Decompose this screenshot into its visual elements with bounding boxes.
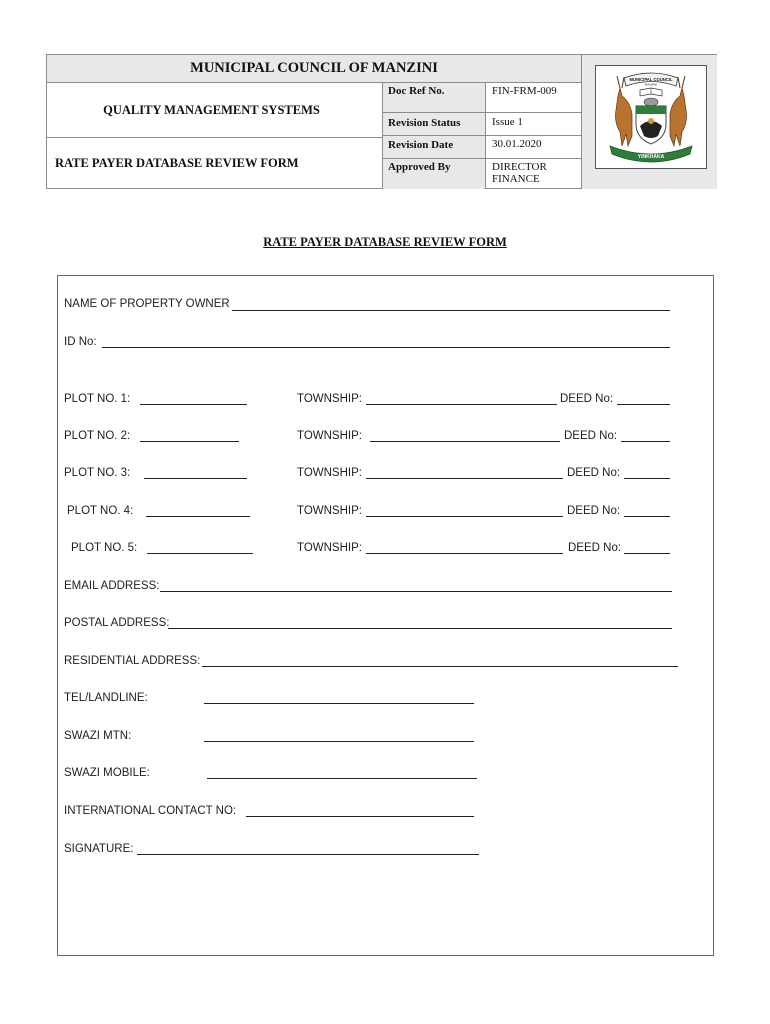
deed-2-label: DEED No: (564, 430, 618, 442)
mtn-field[interactable] (204, 741, 474, 742)
landline-field[interactable] (204, 703, 474, 704)
header-form-name: RATE PAYER DATABASE REVIEW FORM (47, 138, 383, 189)
id-number-field[interactable] (102, 347, 670, 348)
deed-4-label: DEED No: (567, 505, 621, 517)
plot-4-label: PLOT NO. 4: (67, 505, 134, 517)
township-1-field[interactable] (366, 404, 557, 405)
deed-1-field[interactable] (617, 404, 670, 405)
signature-field[interactable] (137, 854, 479, 855)
plot-1-field[interactable] (140, 404, 247, 405)
township-4-field[interactable] (366, 516, 563, 517)
deed-3-field[interactable] (624, 478, 670, 479)
revision-date-value: 30.01.2020 (486, 136, 582, 159)
township-2-label: TOWNSHIP: (297, 430, 362, 442)
plot-2-field[interactable] (140, 441, 239, 442)
township-4-label: TOWNSHIP: (297, 505, 362, 517)
revision-status-value: Issue 1 (486, 113, 582, 136)
deed-3-label: DEED No: (567, 467, 621, 479)
residential-address-label: RESIDENTIAL ADDRESS: (64, 655, 201, 667)
township-3-field[interactable] (366, 478, 563, 479)
property-owner-label: NAME OF PROPERTY OWNER (64, 298, 230, 310)
township-1-label: TOWNSHIP: (297, 393, 362, 405)
postal-address-field[interactable] (168, 628, 672, 629)
svg-text:YINKHAKA: YINKHAKA (637, 154, 665, 160)
deed-1-label: DEED No: (560, 393, 614, 405)
deed-4-field[interactable] (624, 516, 670, 517)
plot-4-field[interactable] (146, 516, 250, 517)
deed-5-label: DEED No: (568, 542, 622, 554)
svg-text:MANZINI: MANZINI (644, 82, 658, 87)
mtn-label: SWAZI MTN: (64, 730, 132, 742)
email-field[interactable] (160, 591, 672, 592)
plot-3-field[interactable] (144, 478, 247, 479)
council-title: MUNICIPAL COUNCIL OF MANZINI (47, 55, 582, 83)
township-5-field[interactable] (366, 553, 563, 554)
logo-frame (595, 65, 707, 169)
doc-ref-label: Doc Ref No. (383, 83, 486, 113)
form-title: RATE PAYER DATABASE REVIEW FORM (263, 235, 507, 249)
approved-by-value: DIRECTOR FINANCE (486, 159, 582, 189)
mobile-field[interactable] (207, 778, 477, 779)
plot-5-field[interactable] (147, 553, 253, 554)
system-name: QUALITY MANAGEMENT SYSTEMS (47, 83, 383, 138)
signature-label: SIGNATURE: (64, 843, 134, 855)
doc-ref-value: FIN-FRM-009 (486, 83, 582, 113)
deed-5-field[interactable] (624, 553, 670, 554)
plot-3-label: PLOT NO. 3: (64, 467, 131, 479)
township-5-label: TOWNSHIP: (297, 542, 362, 554)
residential-address-field[interactable] (202, 666, 678, 667)
svg-text:MUNICIPAL COUNCIL: MUNICIPAL COUNCIL (629, 77, 673, 82)
plot-1-label: PLOT NO. 1: (64, 393, 131, 405)
email-label: EMAIL ADDRESS: (64, 580, 160, 592)
township-3-label: TOWNSHIP: (297, 467, 362, 479)
logo-cell (582, 55, 717, 189)
revision-date-label: Revision Date (383, 136, 486, 159)
deed-2-field[interactable] (621, 441, 670, 442)
plot-2-label: PLOT NO. 2: (64, 430, 131, 442)
id-number-label: ID No: (64, 336, 97, 348)
postal-address-label: POSTAL ADDRESS: (64, 617, 170, 629)
approved-by-label: Approved By (383, 159, 486, 189)
mobile-label: SWAZI MOBILE: (64, 767, 150, 779)
property-owner-field[interactable] (232, 310, 670, 311)
coat-of-arms-icon (596, 66, 706, 168)
international-contact-label: INTERNATIONAL CONTACT NO: (64, 805, 237, 817)
township-2-field[interactable] (370, 441, 560, 442)
landline-label: TEL/LANDLINE: (64, 692, 148, 704)
international-contact-field[interactable] (246, 816, 474, 817)
document-header (46, 54, 717, 189)
plot-5-label: PLOT NO. 5: (71, 542, 138, 554)
revision-status-label: Revision Status (383, 113, 486, 136)
